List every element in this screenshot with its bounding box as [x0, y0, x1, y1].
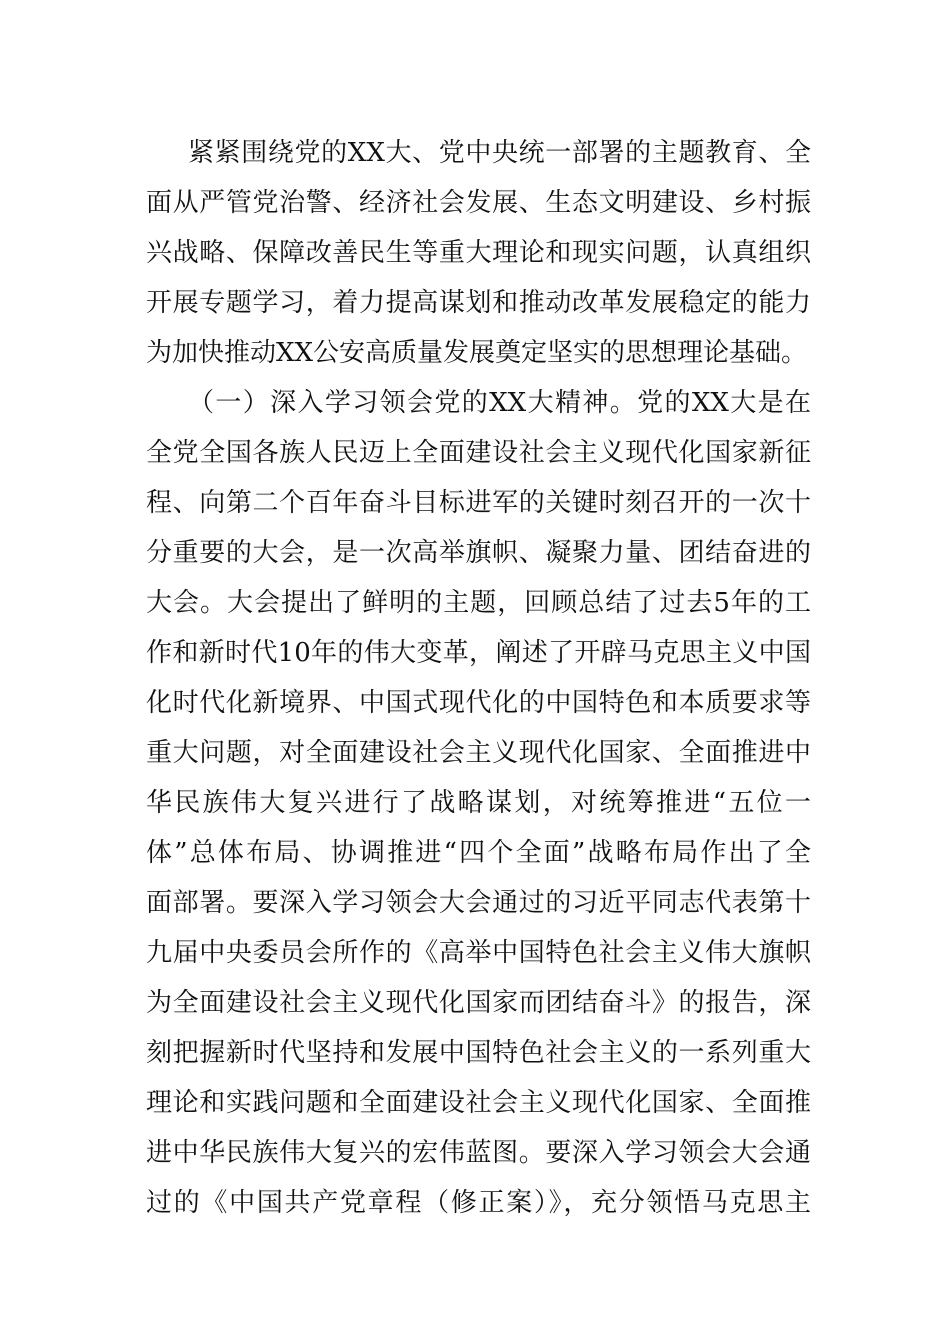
paragraph-1-line-2: 面从严管党治警、经济社会发展、生态文明建设、乡村振 — [146, 188, 811, 218]
paragraph-2-line-8: 重大问题，对全面建设社会主义现代化国家、全面推进中 — [146, 738, 811, 768]
paragraph-2-line-17: 过的《中国共产党章程（修正案）》，充分领悟马克思主 — [146, 1188, 811, 1218]
paragraph-1-line-5: 为加快推动XX公安高质量发展奠定坚实的思想理论基础。 — [146, 338, 808, 368]
paragraph-1-line-4: 开展专题学习，着力提高谋划和推动改革发展稳定的能力 — [146, 288, 811, 318]
paragraph-2-line-9: 华民族伟大复兴进行了战略谋划，对统筹推进“五位一 — [146, 788, 811, 818]
paragraph-2-line-14: 刻把握新时代坚持和发展中国特色社会主义的一系列重大 — [146, 1038, 811, 1068]
paragraph-2-line-12: 九届中央委员会所作的《高举中国特色社会主义伟大旗帜 — [146, 938, 811, 968]
paragraph-2-line-13: 为全面建设社会主义现代化国家而团结奋斗》的报告，深 — [146, 988, 811, 1018]
document-body — [146, 128, 811, 1228]
paragraph-1-line-3: 兴战略、保障改善民生等重大理论和现实问题，认真组织 — [146, 238, 811, 268]
paragraph-2-line-16: 进中华民族伟大复兴的宏伟蓝图。要深入学习领会大会通 — [146, 1138, 811, 1168]
paragraph-2-line-1: （一）深入学习领会党的XX大精神。党的XX大是在 — [188, 388, 811, 418]
paragraph-2-line-6: 作和新时代10年的伟大变革，阐述了开辟马克思主义中国 — [146, 638, 811, 668]
paragraph-2-line-11: 面部署。要深入学习领会大会通过的习近平同志代表第十 — [146, 888, 811, 918]
paragraph-2-line-10: 体”总体布局、协调推进“四个全面”战略布局作出了全 — [146, 838, 811, 868]
paragraph-2-line-2: 全党全国各族人民迈上全面建设社会主义现代化国家新征 — [146, 438, 811, 468]
paragraph-2-line-3: 程、向第二个百年奋斗目标进军的关键时刻召开的一次十 — [146, 488, 811, 518]
paragraph-2-line-4: 分重要的大会，是一次高举旗帜、凝聚力量、团结奋进的 — [146, 538, 811, 568]
paragraph-2-line-5: 大会。大会提出了鲜明的主题，回顾总结了过去5年的工 — [146, 588, 811, 618]
paragraph-2-line-15: 理论和实践问题和全面建设社会主义现代化国家、全面推 — [146, 1088, 811, 1118]
paragraph-2-line-7: 化时代化新境界、中国式现代化的中国特色和本质要求等 — [146, 688, 811, 718]
paragraph-1-line-1: 紧紧围绕党的XX大、党中央统一部署的主题教育、全 — [188, 138, 811, 168]
